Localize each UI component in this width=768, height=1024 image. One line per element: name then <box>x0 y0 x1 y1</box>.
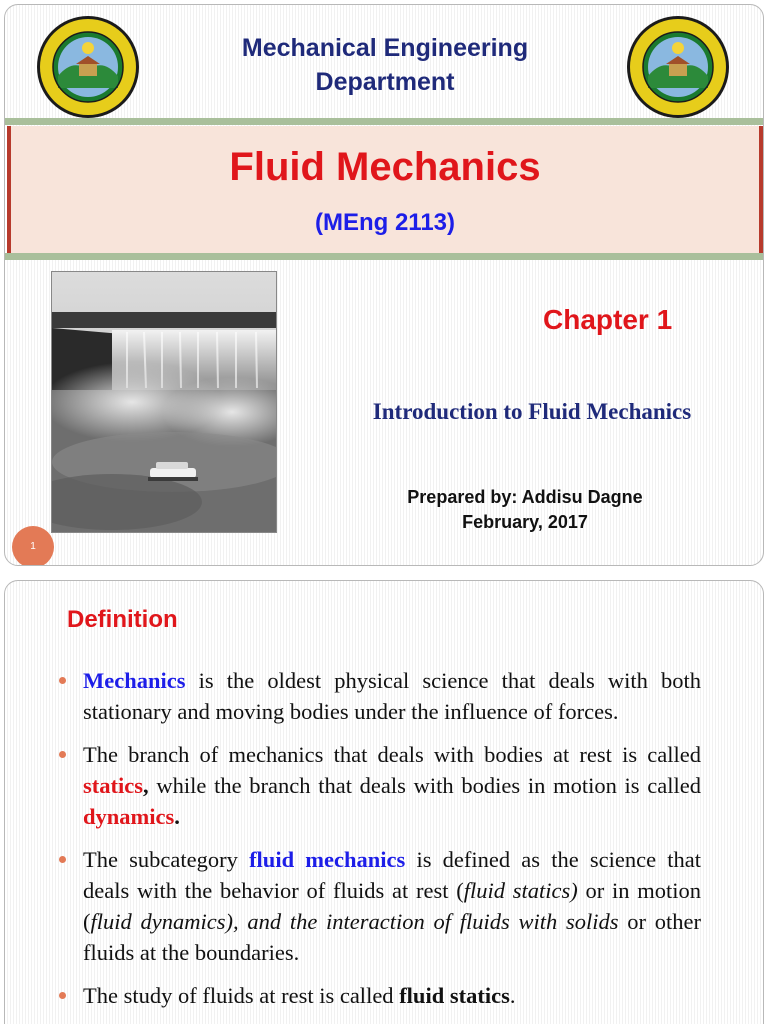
bullet-text: or in motion ( <box>83 878 702 934</box>
term-statics: statics <box>83 773 143 798</box>
bullet-list <box>53 665 701 1023</box>
slide-heading: Definition <box>67 606 178 633</box>
list-item <box>53 844 701 968</box>
term-mechanics: Mechanics <box>83 668 186 693</box>
list-item <box>53 739 701 832</box>
bullet-text: is the oldest physical science that deals with both stationary and moving bodies under the influence of forces. <box>83 668 701 724</box>
definition-slide <box>4 580 764 1024</box>
term-fluid-statics: fluid statics <box>399 983 510 1008</box>
department-line-1: Mechanical Engineering <box>241 34 529 62</box>
title-slide <box>4 4 764 566</box>
bullet-text: The study of fluids at rest is called <box>83 983 400 1008</box>
band-divider-bottom <box>5 253 764 260</box>
bullet-text: is defined as the science that deals with the behavior of fluids at rest ( <box>83 847 701 903</box>
bullet-text: while the branch that deals with bodies in motion is called <box>148 773 701 798</box>
chapter-label: Chapter 1 <box>543 304 673 335</box>
bullet-text: . <box>509 983 516 1008</box>
course-code: (MEng 2113) <box>314 209 456 236</box>
university-seal-icon <box>625 14 731 120</box>
bullet-text: , <box>143 773 149 798</box>
bullet-text: or other fluids at the boundaries. <box>83 909 702 965</box>
chapter-title: Introduction to Fluid Mechanics <box>372 399 692 424</box>
italic-fluid-dynamics: fluid dynamics), and the interaction of fluids with solids <box>90 909 619 934</box>
author-block <box>355 485 695 535</box>
university-seal-icon <box>35 14 141 120</box>
list-item <box>53 665 701 727</box>
band-divider-top <box>5 118 764 125</box>
bullet-text: The branch of mechanics that deals with bodies at rest is called <box>83 742 701 767</box>
italic-fluid-statics: fluid statics) <box>463 878 578 903</box>
term-fluid-mechanics: fluid mechanics <box>249 847 406 872</box>
prepared-by: Prepared by: Addisu Dagne <box>407 487 643 507</box>
bullet-text: . <box>174 804 180 829</box>
department-title <box>155 31 615 99</box>
term-dynamics: dynamics <box>83 804 175 829</box>
department-line-2: Department <box>315 68 455 96</box>
bullet-text: The subcategory <box>83 847 250 872</box>
course-title: Fluid Mechanics <box>229 145 541 189</box>
list-item <box>53 980 701 1011</box>
waterfall-photo <box>51 271 277 533</box>
page-number-badge: 1 <box>12 526 54 566</box>
date: February, 2017 <box>462 512 588 532</box>
